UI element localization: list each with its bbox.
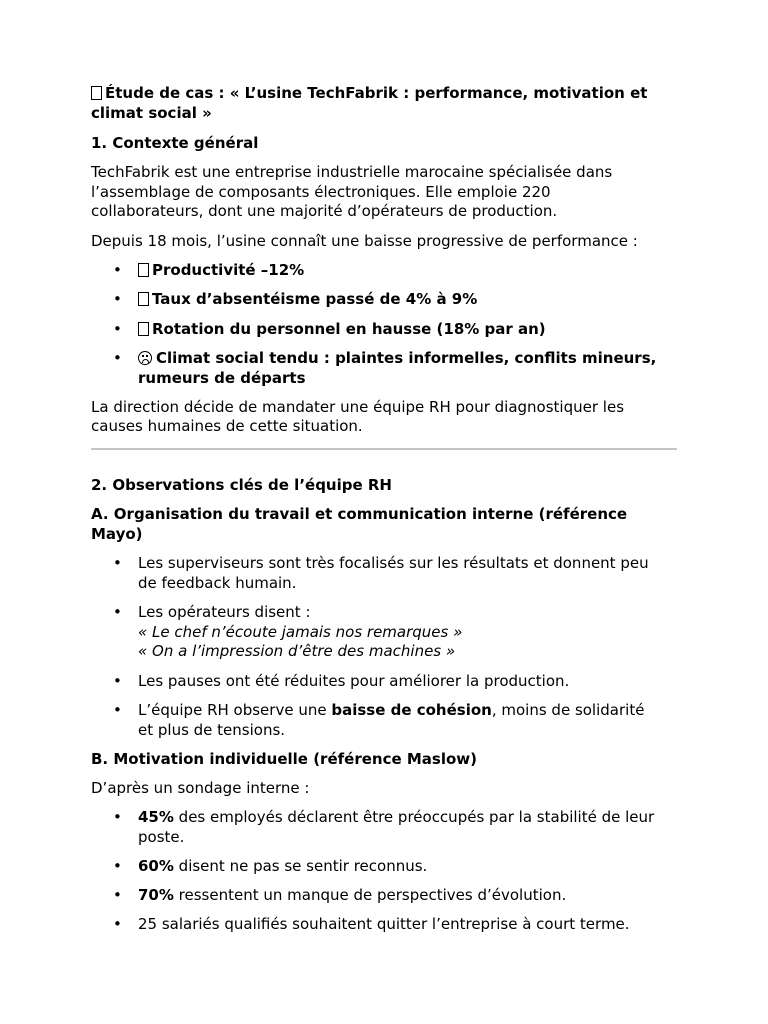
list-item-cohesion: L’équipe RH observe une baisse de cohésion, moins de solidarité [138,701,645,719]
list-item-cohesion-line2: et plus de tensions. [138,721,286,739]
operator-quote-2: « On a l’impression d’être des machines » [138,642,456,660]
list-item-recognition: 60% disent ne pas se sentir reconnus. [138,857,428,875]
context-paragraph-line3: collaborateurs, dont une majorité d’opérateurs de production. [91,202,558,220]
section1-heading: 1. Contexte général [91,134,259,152]
bullet-dot: • [113,672,122,690]
subsection-a-heading-line2: Mayo) [91,525,143,543]
bullet-dot: • [113,261,122,279]
mandate-paragraph-line1: La direction décide de mandater une équipe RH pour diagnostiquer les [91,398,625,416]
bullet-dot: • [113,857,122,875]
list-item-productivity: Productivité –12% [138,261,304,281]
rotation-icon [138,322,149,336]
case-title-line2: climat social » [91,104,212,122]
absence-icon [138,292,149,306]
bullet-dot: • [113,886,122,904]
list-item-turnover: Rotation du personnel en hausse (18% par an) [138,320,546,340]
context-paragraph-line1: TechFabrik est une entreprise industrielle marocaine spécialisée dans [91,163,613,181]
chart-down-icon [138,263,149,277]
bullet-dot: • [113,554,122,572]
list-item-supervisors-line2: de feedback humain. [138,574,297,592]
bullet-dot: • [113,808,122,826]
list-item-operators: Les opérateurs disent : [138,603,311,621]
section2-heading: 2. Observations clés de l’équipe RH [91,476,392,494]
bullet-dot: • [113,701,122,719]
bullet-dot: • [113,320,122,338]
subsection-a-heading-line1: A. Organisation du travail et communication interne (référence [91,505,628,523]
bullet-dot: • [113,603,122,621]
list-item-social-climate: Climat social tendu : plaintes informelles, conflits mineurs, [138,349,656,369]
bullet-dot: • [113,290,122,308]
clipboard-icon [91,86,102,100]
list-item-departures: 25 salariés qualifiés souhaitent quitter l’entreprise à court terme. [138,915,630,933]
list-item-supervisors-line1: Les superviseurs sont très focalisés sur les résultats et donnent peu [138,554,649,572]
list-item-absenteeism: Taux d’absentéisme passé de 4% à 9% [138,290,477,310]
list-item-social-climate-line2: rumeurs de départs [138,369,306,387]
survey-intro: D’après un sondage interne : [91,779,310,797]
list-item-career-perspectives: 70% ressentent un manque de perspectives d’évolution. [138,886,567,904]
bullet-dot: • [113,349,122,367]
bullet-dot: • [113,915,122,933]
case-title-line1: Étude de cas : « L’usine TechFabrik : performance, motivation et [91,84,647,104]
worried-face-icon [138,351,152,365]
list-item-stability-line2: poste. [138,828,185,846]
subsection-b-heading: B. Motivation individuelle (référence Maslow) [91,750,478,768]
horizontal-divider [91,448,677,450]
performance-intro: Depuis 18 mois, l’usine connaît une baisse progressive de performance : [91,232,638,250]
list-item-breaks: Les pauses ont été réduites pour améliorer la production. [138,672,570,690]
operator-quote-1: « Le chef n’écoute jamais nos remarques » [138,623,463,641]
list-item-stability: 45% des employés déclarent être préoccupés par la stabilité de leur [138,808,655,826]
mandate-paragraph-line2: causes humaines de cette situation. [91,417,363,435]
context-paragraph-line2: l’assemblage de composants électroniques. Elle emploie 220 [91,183,551,201]
